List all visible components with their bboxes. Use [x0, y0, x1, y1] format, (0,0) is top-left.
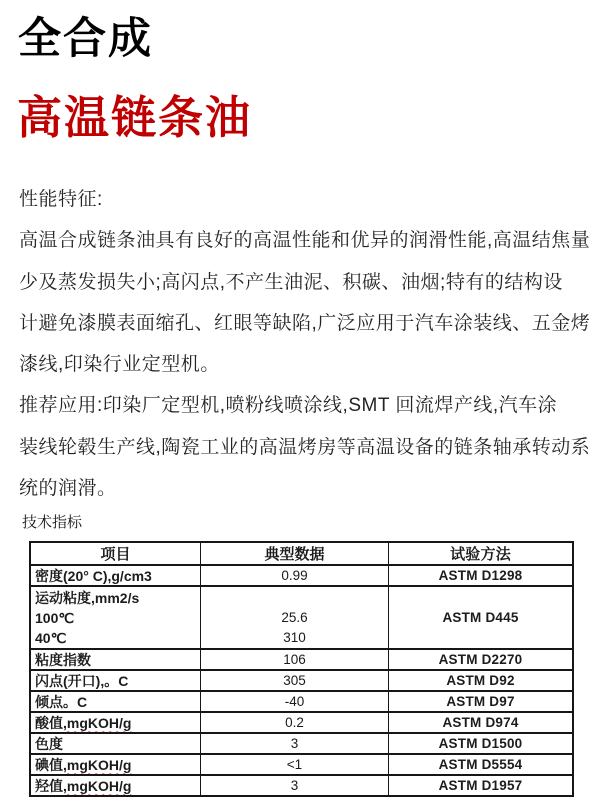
spec-method-cell: ASTM D1500	[388, 734, 572, 753]
spec-item-unit: ,mgKOH/g	[63, 777, 132, 794]
paragraph-line: 统的润滑。	[19, 478, 117, 500]
specs-caption: 技术指标	[22, 514, 83, 531]
spec-item-cell	[31, 671, 200, 690]
spec-typical-cell: 3	[200, 776, 388, 795]
spec-item-label: 色度	[35, 735, 63, 752]
viscosity-typical-line: 25.6	[281, 610, 308, 625]
product-title-prefix: 全合成	[18, 15, 153, 63]
spec-method-cell: ASTM D97	[388, 692, 572, 711]
spec-method-cell: ASTM D1957	[388, 776, 572, 795]
spec-item-label: 碘值	[35, 756, 63, 773]
viscosity-method-line: ASTM D445	[442, 610, 519, 625]
spec-row-iodine-value	[31, 753, 572, 774]
spec-method-cell: ASTM D1298	[388, 566, 572, 585]
spec-row-color	[31, 732, 572, 753]
spec-row-acid-value	[31, 711, 572, 732]
spec-row-density	[31, 564, 572, 585]
paragraph-line: 计避免漆膜表面缩孔、红眼等缺陷,广泛应用于汽车涂装线、五金烤	[19, 312, 591, 334]
spec-typical-cell: 0.99	[200, 566, 388, 585]
spec-row-viscosity-index	[31, 648, 572, 669]
spec-typical-cell: 106	[200, 650, 388, 669]
spec-item-cell	[31, 650, 200, 669]
spec-item-cell	[31, 713, 200, 732]
spec-typical-cell: 0.2	[200, 713, 388, 732]
paragraph-line: 推荐应用:印染厂定型机,喷粉线喷涂线,SMT 回流焊产线,汽车涂	[19, 395, 558, 417]
spec-item-label: 倾点。C	[35, 693, 88, 710]
spec-item-label: 羟值	[35, 777, 63, 794]
specs-table	[29, 541, 574, 797]
body-text	[19, 179, 589, 509]
spec-item-unit: ,mgKOH/g	[63, 756, 132, 773]
viscosity-item-line: 100℃	[35, 610, 75, 626]
product-title: 高温链条油	[17, 92, 253, 143]
spec-item-cell	[31, 755, 200, 774]
paragraph-line: 高温合成链条油具有良好的高温性能和优异的润滑性能,高温结焦量	[19, 230, 591, 252]
paragraph-line: 漆线,印染行业定型机。	[19, 354, 220, 376]
spec-row-pour-point	[31, 690, 572, 711]
spec-item-label: 闪点(开口),。C	[35, 672, 129, 689]
spec-typical-cell: 305	[200, 671, 388, 690]
spec-method-cell: ASTM D92	[388, 671, 572, 690]
spec-method-cell: ASTM D974	[388, 713, 572, 732]
viscosity-item-line: 运动粘度,mm2/s	[35, 590, 140, 606]
viscosity-method-line	[389, 588, 572, 608]
spec-item-cell	[31, 734, 200, 753]
spec-typical-cell: <1	[200, 755, 388, 774]
spec-row-flash-point	[31, 669, 572, 690]
spec-item-cell	[31, 692, 200, 711]
spec-item-cell	[31, 587, 200, 648]
spec-typical-cell: -40	[200, 692, 388, 711]
spec-item-cell	[31, 776, 200, 795]
spec-item-cell: 密度(20° C),g/cm3	[35, 567, 152, 584]
specs-header-row	[31, 543, 572, 564]
col-header-typical: 典型数据	[200, 543, 388, 564]
spec-item-label: 粘度指数	[35, 651, 91, 668]
spec-item-unit: ,mgKOH/g	[63, 714, 132, 731]
spec-row-viscosity	[31, 585, 572, 648]
spec-typical-cell: 3	[200, 734, 388, 753]
section-heading-performance: 性能特征:	[19, 189, 103, 210]
col-header-method: 试验方法	[388, 543, 572, 564]
viscosity-typical-line	[201, 588, 388, 608]
spec-row-hydroxyl-value	[31, 774, 572, 795]
viscosity-method-line	[389, 628, 572, 648]
spec-method-cell: ASTM D5554	[388, 755, 572, 774]
paragraph-line: 少及蒸发损失小;高闪点,不产生油泥、积碳、油烟;特有的结构设	[19, 271, 563, 293]
spec-method-cell	[388, 587, 572, 648]
viscosity-typical-line: 310	[283, 630, 306, 645]
col-header-item: 项目	[100, 546, 131, 563]
paragraph-line: 装线轮毂生产线,陶瓷工业的高温烤房等高温设备的链条轴承转动系	[19, 436, 591, 458]
viscosity-item-line: 40℃	[35, 630, 67, 646]
spec-method-cell: ASTM D2270	[388, 650, 572, 669]
spec-item-label: 酸值	[35, 714, 63, 731]
spec-typical-cell	[200, 587, 388, 648]
